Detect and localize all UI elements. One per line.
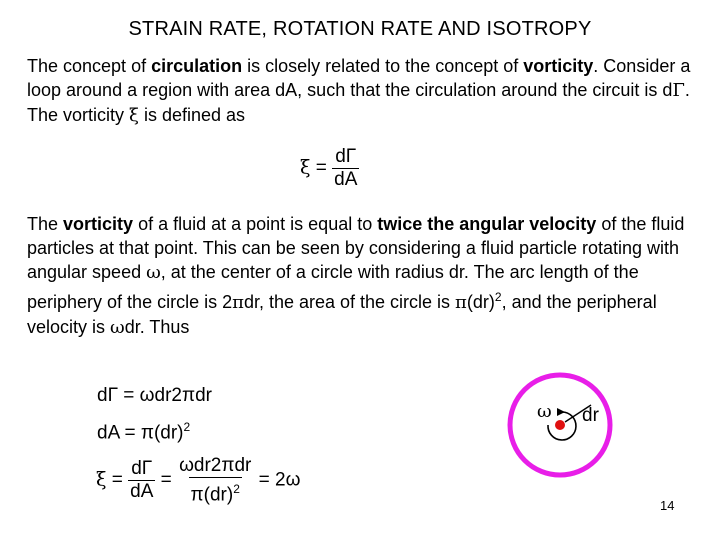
radius-label: dr: [582, 405, 599, 426]
equation-circulation: dΓ = ωdr2πdr: [97, 385, 212, 406]
term-circulation: circulation: [151, 56, 243, 76]
fluid-particle-dot: [555, 420, 565, 430]
term-twice-angular-velocity: twice the angular velocity: [377, 214, 597, 234]
rotation-arrowhead: [557, 408, 565, 416]
equation-vorticity-result: ξ = $\frac{d\Gamma}{dA}$ = $\frac{\text{ωdr2πdr}}{\pi(dr)^2}$ = 2ω: [96, 455, 301, 506]
term-vorticity: vorticity: [523, 56, 594, 76]
fraction: $\frac{d\Gamma}{dA}$: [334, 146, 358, 190]
term-vorticity: vorticity: [63, 214, 134, 234]
paragraph-vorticity-explanation: The vorticity of a fluid at a point is equal to twice the angular velocity of the fluid particles at that point. This can be seen by considering a fluid particle rotating with angular speed ω, at the center of a circle with radius dr. The arc length of the periphery of the circle is 2πdr, the area of the circle is π(dr)$^2$, and the peripheral velocity is ωdr. Thus: [27, 214, 685, 338]
rotation-diagram: [505, 365, 645, 505]
omega-label: ω: [537, 401, 552, 422]
equation-vorticity-definition: ξ = $\frac{d\Gamma}{dA}$: [300, 146, 358, 190]
equation-area: dA = π(dr)$^2$: [97, 420, 191, 444]
fraction: $\frac{d\Gamma}{dA}$: [130, 458, 154, 503]
page-title: STRAIN RATE, ROTATION RATE AND ISOTROPY: [128, 18, 592, 40]
paragraph-circulation: The concept of circulation is closely related to the concept of vorticity. Consider a loop around a region with area dA, such that the circulation around the circuit is dΓ. The vorticity ξ is defined as: [27, 56, 691, 126]
page-number: 14: [660, 498, 675, 513]
fraction: $\frac{\text{ωdr2πdr}}{\pi(dr)^2}$: [179, 455, 252, 506]
